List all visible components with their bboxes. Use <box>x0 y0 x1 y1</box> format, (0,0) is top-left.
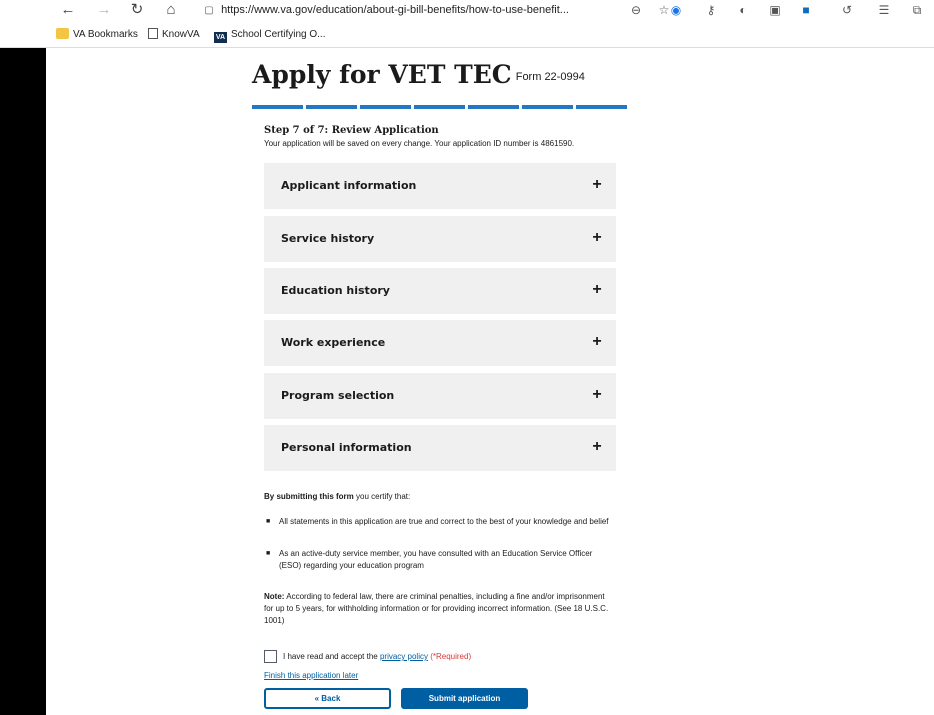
browser-chrome <box>0 0 934 48</box>
back-button[interactable]: « Back <box>264 688 391 709</box>
progress-segment <box>306 105 357 109</box>
outlook-icon[interactable]: ■ <box>802 3 810 17</box>
favorites-list-icon[interactable]: ☰ <box>878 3 890 17</box>
step-subtitle: Your application will be saved on every change. Your application ID number is 4861590. <box>264 139 575 148</box>
va-logo-icon: VA <box>215 34 226 41</box>
bookmark-school-certifying[interactable]: VA School Certifying O... <box>215 29 326 41</box>
accordion-label: Program selection <box>281 389 395 402</box>
folder-icon <box>56 28 69 39</box>
globe-extension-icon[interactable]: ◉ <box>670 3 682 17</box>
accordion-label: Personal information <box>281 441 412 454</box>
plus-icon[interactable]: + <box>592 176 602 193</box>
bookmark-va-bookmarks[interactable]: VA Bookmarks <box>56 27 138 43</box>
accordion-applicant-information[interactable] <box>264 163 616 209</box>
refresh-icon[interactable]: ↻ <box>130 1 144 18</box>
progress-segment <box>576 105 627 109</box>
accordion-label: Service history <box>281 232 375 245</box>
home-icon[interactable]: ⌂ <box>166 1 176 18</box>
address-url: https://www.va.gov/education/about-gi-bill-benefits/how-to-use-benefit... <box>221 4 569 16</box>
progress-segment <box>414 105 465 109</box>
lock-icon: ▢ <box>204 5 214 16</box>
submit-application-button[interactable]: Submit application <box>401 688 528 709</box>
plus-icon[interactable]: + <box>592 229 602 246</box>
extension-icon[interactable]: ◐ <box>739 3 747 17</box>
zoom-icon[interactable]: ⊖ <box>630 3 642 17</box>
finish-later-link[interactable]: Finish this application later <box>264 671 359 680</box>
page-icon <box>148 28 158 39</box>
step-title: Step 7 of 7: Review Application <box>264 125 439 136</box>
progress-segment <box>360 105 411 109</box>
privacy-policy-link[interactable]: privacy policy <box>379 652 428 661</box>
form-number: Form 22-0994 <box>515 71 585 83</box>
page-title: Apply for VET TEC Form 22-0994 <box>252 60 585 89</box>
accordion-label: Work experience <box>281 336 386 349</box>
privacy-checkbox[interactable] <box>264 650 277 663</box>
accordion-program-selection[interactable] <box>264 373 616 419</box>
required-label: (*Required) <box>427 652 472 661</box>
accordion-label: Education history <box>281 284 390 297</box>
accordion-label: Applicant information <box>281 179 417 192</box>
plus-icon[interactable]: + <box>592 333 602 350</box>
puzzle-extension-icon[interactable]: ▣ <box>769 3 781 17</box>
address-bar[interactable] <box>200 1 610 19</box>
forward-arrow-icon[interactable]: → <box>96 1 112 18</box>
progress-segment <box>522 105 573 109</box>
plus-icon[interactable]: + <box>592 386 602 403</box>
accordion-education-history[interactable] <box>264 268 616 314</box>
certify-statement: By submitting this form you certify that: <box>264 492 411 501</box>
bullet-icon: ■ <box>266 518 271 525</box>
key-extension-icon[interactable]: ⚷ <box>706 3 716 17</box>
progress-segment <box>252 105 303 109</box>
accordion-personal-information[interactable] <box>264 425 616 471</box>
page-viewport: Apply for VET TEC Form 22-0994 Step 7 of 7: Review Application Your application will be saved on every change. Your application ID number is 4861590. Applicant information + Service history + Education history + Work experience + Program selection + Personal information + By submitting this form you certify that: ■ All statements in this application are true and correct to the best of your knowledge and belief ■ As an active-duty service member, you have consulted with an Education Service Officer (ESO) regarding your education program Note: According to federal law, there are criminal penalties, including a fine and/or imprisonment for up to 5 years, for withholding information or for providing incorrect information. (See 18 U.S.C. 1001) I have read and accept the privacy policy (*Required) Finish this application later « Back Submit application <box>46 48 934 715</box>
bullet-icon: ■ <box>266 550 271 557</box>
bookmark-knowva[interactable]: KnowVA <box>148 27 200 43</box>
bookmarks-bar <box>0 24 934 46</box>
progress-segment <box>468 105 519 109</box>
plus-icon[interactable]: + <box>592 281 602 298</box>
collections-icon[interactable]: ⧉ <box>912 3 922 17</box>
legal-note: Note: According to federal law, there are criminal penalties, including a fine and/or imprisonment for up to 5 years, for withholding information or for providing incorrect information. (See 18 U.S.C. 1001) <box>264 592 609 625</box>
browser-toolbar <box>0 0 934 22</box>
back-arrow-icon[interactable]: ← <box>60 1 76 18</box>
accordion-work-experience[interactable] <box>264 320 616 366</box>
progress-bar <box>252 105 627 109</box>
accordion-service-history[interactable] <box>264 216 616 262</box>
plus-icon[interactable]: + <box>592 438 602 455</box>
refresh-extension-icon[interactable]: ↺ <box>841 3 853 17</box>
favorite-star-icon[interactable]: ☆ <box>658 3 670 17</box>
